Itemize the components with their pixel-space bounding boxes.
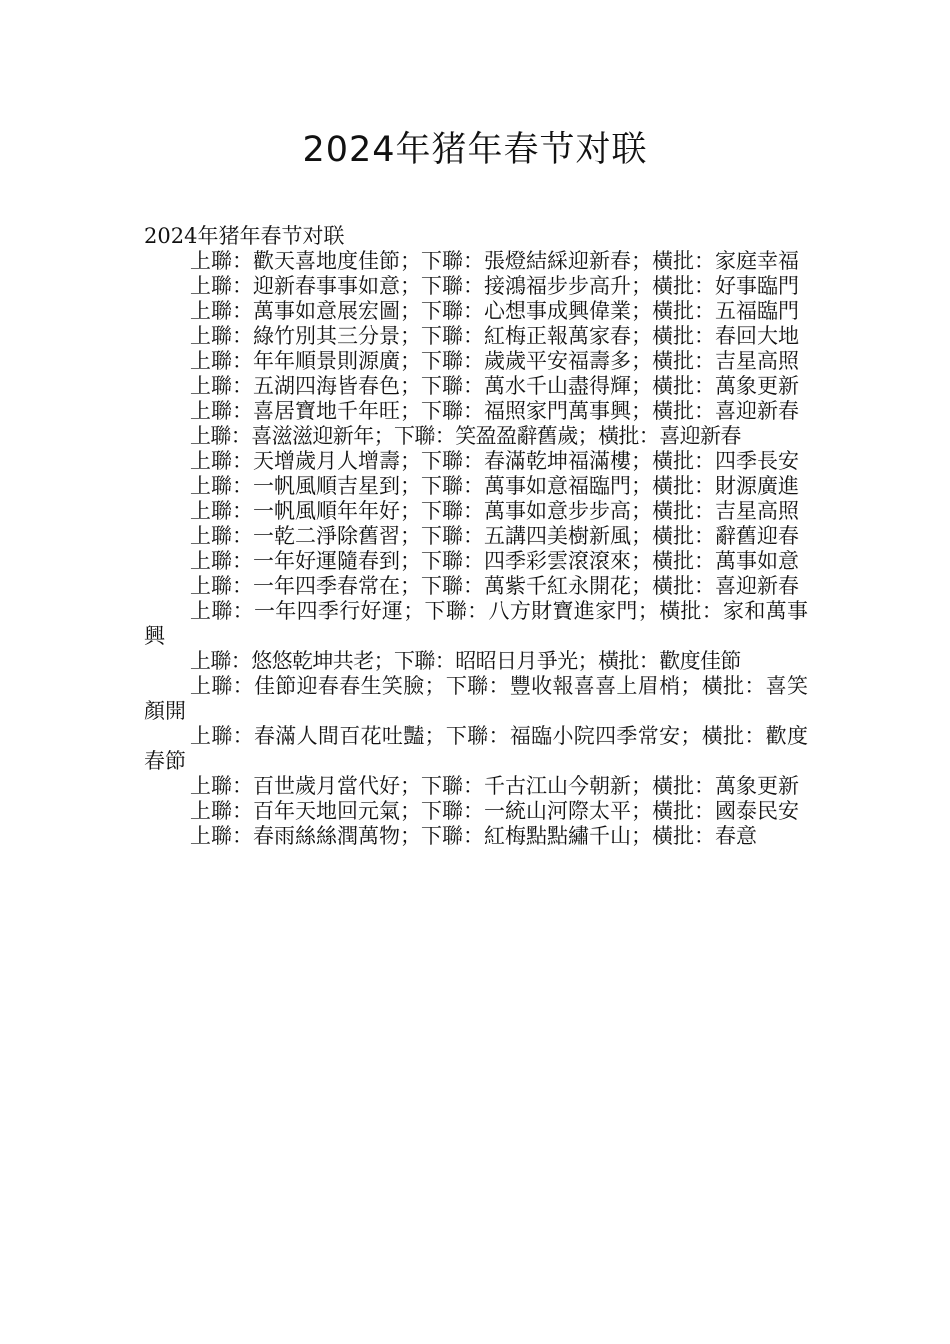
- couplet-line: 上聯：春滿人間百花吐豔；下聯：福臨小院四季常安；橫批：歡度春節: [144, 724, 808, 773]
- couplet-line: 上聯：一年好運隨春到；下聯：四季彩雲滾滾來；橫批：萬事如意: [190, 549, 799, 573]
- couplet-line: 上聯：佳節迎春春生笑臉；下聯：豐收報喜喜上眉梢；橫批：喜笑顏開: [144, 674, 808, 723]
- couplet-line: 上聯：綠竹別其三分景；下聯：紅梅正報萬家春；橫批：春回大地: [190, 324, 799, 348]
- couplet-line: 上聯：喜滋滋迎新年；下聯：笑盈盈辭舊歲；橫批：喜迎新春: [190, 424, 741, 448]
- document-body: [144, 224, 808, 849]
- couplet-line: 上聯：迎新春事事如意；下聯：接鴻福步步高升；橫批：好事臨門: [190, 274, 799, 298]
- couplet-line: 上聯：喜居寶地千年旺；下聯：福照家門萬事興；橫批：喜迎新春: [190, 399, 799, 423]
- couplet-line: 上聯：歡天喜地度佳節；下聯：張燈結綵迎新春；橫批：家庭幸福: [190, 249, 799, 273]
- couplet-line: 上聯：春雨絲絲潤萬物；下聯：紅梅點點繡千山；橫批：春意: [190, 824, 757, 848]
- page-title: 2024年猪年春节对联: [302, 130, 648, 170]
- couplet-line: 上聯：百年天地回元氣；下聯：一統山河際太平；橫批：國泰民安: [190, 799, 799, 823]
- couplet-line: 上聯：天增歲月人增壽；下聯：春滿乾坤福滿樓；橫批：四季長安: [190, 449, 799, 473]
- couplet-line: 上聯：一帆風順吉星到；下聯：萬事如意福臨門；橫批：財源廣進: [190, 474, 799, 498]
- couplet-line: 上聯：萬事如意展宏圖；下聯：心想事成興偉業；橫批：五福臨門: [190, 299, 799, 323]
- couplet-line: 上聯：一年四季行好運；下聯：八方財寶進家門；橫批：家和萬事興: [144, 599, 808, 648]
- couplet-line: 上聯：一年四季春常在；下聯：萬紫千紅永開花；橫批：喜迎新春: [190, 574, 799, 598]
- couplet-line: 上聯：五湖四海皆春色；下聯：萬水千山盡得輝；橫批：萬象更新: [190, 374, 799, 398]
- couplet-line: 上聯：一帆風順年年好；下聯：萬事如意步步高；橫批：吉星高照: [190, 499, 799, 523]
- couplet-line: 上聯：悠悠乾坤共老；下聯：昭昭日月爭光；橫批：歡度佳節: [190, 649, 741, 673]
- couplet-line: 上聯：百世歲月當代好；下聯：千古江山今朝新；橫批：萬象更新: [190, 774, 799, 798]
- couplet-line: 上聯：年年順景則源廣；下聯：歲歲平安福壽多；橫批：吉星高照: [190, 349, 799, 373]
- document-subtitle: 2024年猪年春节对联: [144, 224, 345, 248]
- couplet-line: 上聯：一乾二淨除舊習；下聯：五講四美樹新風；橫批：辭舊迎春: [190, 524, 799, 548]
